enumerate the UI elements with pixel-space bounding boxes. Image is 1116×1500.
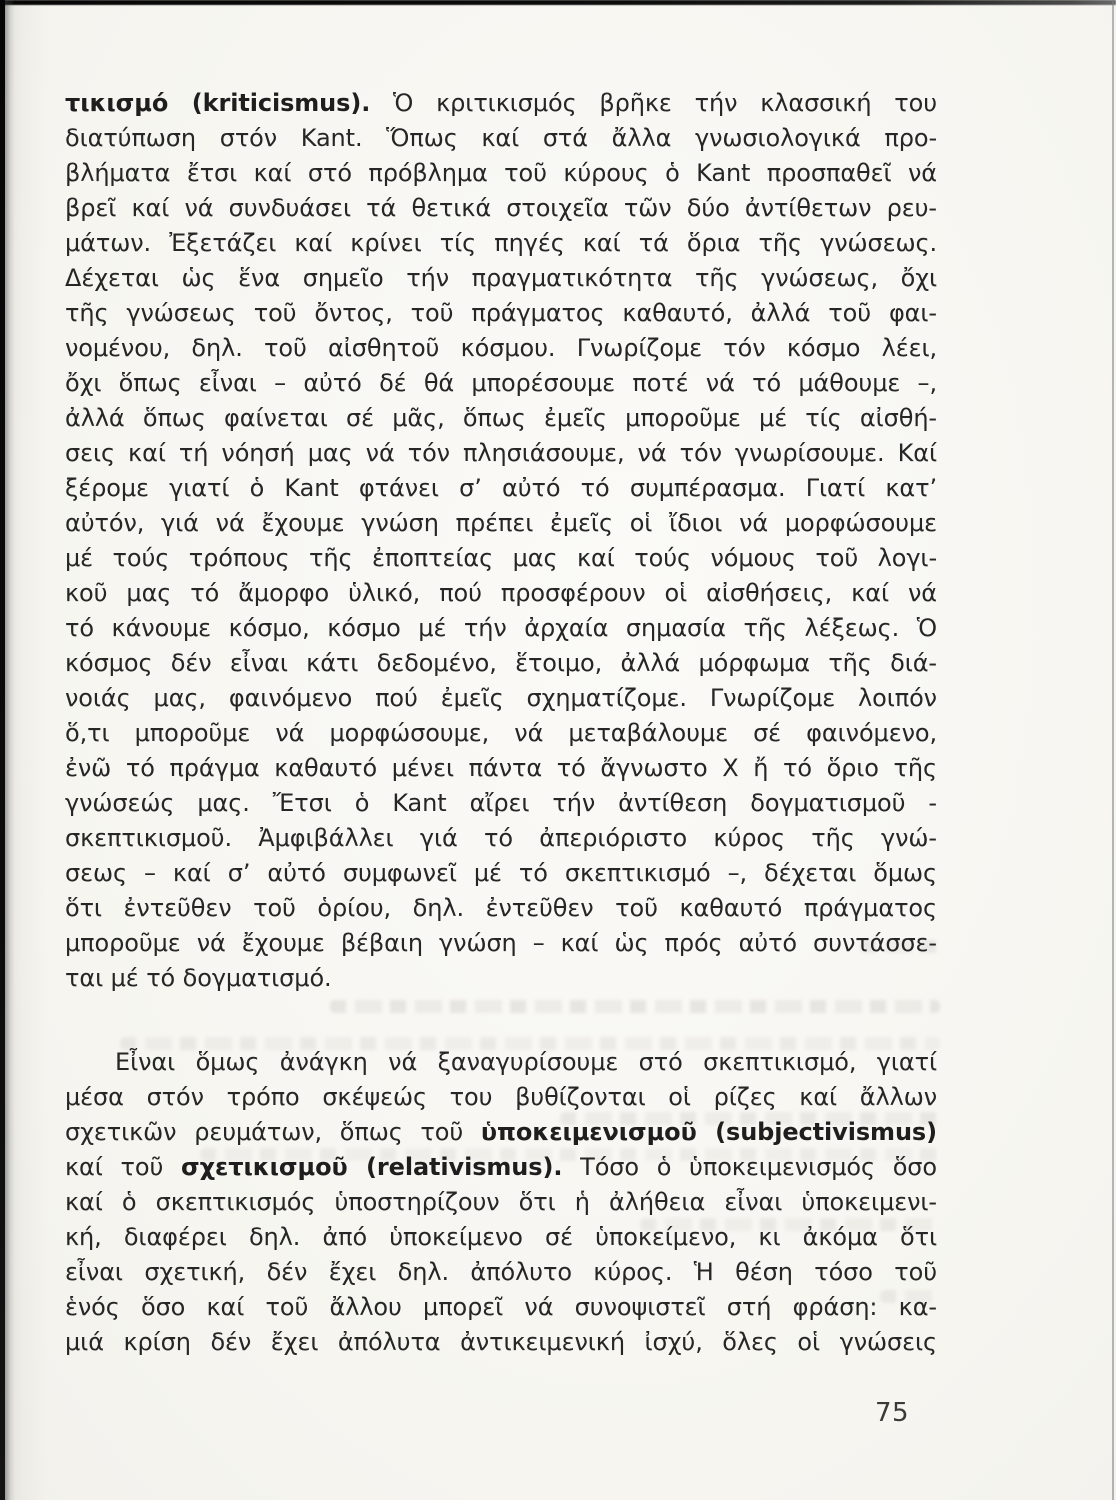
text-segment: σχετικῶν ρευμάτων, ὅπως τοῦ: [65, 1118, 481, 1146]
text-line: [65, 121, 937, 156]
emphasis-text: ὑποκειμενισμοῦ (subjectivismus): [480, 1118, 937, 1146]
text-line: [65, 716, 937, 751]
text-segment: ται μέ τό δογματισμό.: [65, 964, 332, 992]
text-line: [65, 576, 937, 611]
body-text: [65, 86, 937, 1360]
text-line: [65, 226, 937, 261]
text-line: [65, 856, 937, 891]
text-segment: σεις καί τή νόησή μας νά τόν πλησιάσουμε, νά τόν γνωρίσουμε. Καί: [65, 439, 937, 467]
text-line: [65, 296, 937, 331]
text-line: [65, 646, 937, 681]
text-line: [65, 1045, 937, 1080]
text-line: [65, 961, 937, 996]
text-segment: Ὁ κριτικισμός βρῆκε τήν κλασσική του: [370, 89, 937, 117]
text-segment: ὅτι ἐντεῦθεν τοῦ ὁρίου, δηλ. ἐντεῦθεν τοῦ καθαυτό πράγματος: [65, 894, 937, 922]
scan-edge-right: [1112, 0, 1114, 1500]
page-number: 75: [874, 1398, 910, 1428]
text-line: [65, 1185, 937, 1220]
text-segment: αὐτόν, γιά νά ἔχουμε γνώση πρέπει ἐμεῖς οἱ ἴδιοι νά μορφώσουμε: [65, 509, 937, 537]
text-line: [65, 681, 937, 716]
text-line: [65, 156, 937, 191]
text-segment: κόσμος δέν εἶναι κάτι δεδομένο, ἕτοιμο, ἀλλά μόρφωμα τῆς διά-: [65, 649, 937, 677]
text-line: [65, 891, 937, 926]
text-segment: Εἶναι ὅμως ἀνάγκη νά ξαναγυρίσουμε στό σκεπτικισμό, γιατί: [115, 1048, 937, 1076]
emphasis-text: τικισμό (kriticismus).: [65, 89, 371, 117]
text-segment: καί τοῦ: [65, 1153, 182, 1181]
text-segment: μποροῦμε νά ἔχουμε βέβαιη γνώση – καί ὡς πρός αὐτό συντάσσε-: [65, 929, 937, 957]
text-line: [65, 1220, 937, 1255]
text-segment: μέσα στόν τρόπο σκέψεώς του βυθίζονται οἱ ρίζες καί ἄλλων: [65, 1083, 937, 1111]
text-segment: καί ὁ σκεπτικισμός ὑποστηρίζουν ὅτι ἡ ἀλήθεια εἶναι ὑποκειμενι-: [65, 1188, 937, 1216]
text-line: [65, 611, 937, 646]
text-line: [65, 1080, 937, 1115]
text-segment: σκεπτικισμοῦ. Ἀμφιβάλλει γιά τό ἀπεριόριστο κύρος τῆς γνώ-: [65, 824, 937, 852]
text-line: [65, 86, 937, 121]
text-line: [65, 436, 937, 471]
text-line: [65, 506, 937, 541]
text-segment: διατύπωση στόν Kant. Ὅπως καί στά ἄλλα γνωσιολογικά προ-: [65, 124, 937, 152]
paragraph: [65, 86, 937, 996]
text-segment: ξέρομε γιατί ὁ Kant φτάνει σ’ αὐτό τό συμπέρασμα. Γιατί κατ’: [65, 474, 937, 502]
text-segment: σεως – καί σ’ αὐτό συμφωνεῖ μέ τό σκεπτικισμό –, δέχεται ὅμως: [65, 859, 937, 887]
text-line: [65, 786, 937, 821]
text-segment: Δέχεται ὡς ἕνα σημεῖο τήν πραγματικότητα τῆς γνώσεως, ὄχι: [65, 264, 937, 292]
text-segment: ὅ,τι μποροῦμε νά μορφώσουμε, νά μεταβάλουμε σέ φαινόμενο,: [65, 719, 937, 747]
text-line: [65, 1115, 937, 1150]
text-segment: ἐνῶ τό πράγμα καθαυτό μένει πάντα τό ἄγνωστο Χ ἤ τό ὅριο τῆς: [65, 754, 937, 782]
emphasis-text: σχετικισμοῦ (relativismus).: [181, 1153, 563, 1181]
text-line: [65, 191, 937, 226]
text-line: [65, 1290, 937, 1325]
text-segment: βλήματα ἔτσι καί στό πρόβλημα τοῦ κύρους ὁ Kant προσπαθεῖ νά: [65, 159, 937, 187]
text-line: [65, 471, 937, 506]
text-segment: νοιάς μας, φαινόμενο πού ἐμεῖς σχηματίζομε. Γνωρίζομε λοιπόν: [65, 684, 937, 712]
text-segment: ἑνός ὅσο καί τοῦ ἄλλου μπορεῖ νά συνοψιστεῖ στή φράση: κα-: [65, 1293, 937, 1321]
text-segment: τῆς γνώσεως τοῦ ὄντος, τοῦ πράγματος καθαυτό, ἀλλά τοῦ φαι-: [65, 299, 937, 327]
text-segment: εἶναι σχετική, δέν ἔχει δηλ. ἀπόλυτο κύρος. Ἡ θέση τόσο τοῦ: [65, 1258, 937, 1286]
text-line: [65, 926, 937, 961]
text-line: [65, 1325, 937, 1360]
text-line: [65, 1255, 937, 1290]
text-line: [65, 821, 937, 856]
text-segment: Τόσο ὁ ὑποκειμενισμός ὅσο: [562, 1153, 937, 1181]
text-segment: γνώσεώς μας. Ἔτσι ὁ Kant αἴρει τήν ἀντίθεση δογματισμοῦ -: [65, 789, 937, 817]
text-segment: μιά κρίση δέν ἔχει ἀπόλυτα ἀντικειμενική ἰσχύ, ὅλες οἱ γνώσεις: [65, 1328, 937, 1356]
text-segment: ἀλλά ὅπως φαίνεται σέ μᾶς, ὅπως ἐμεῖς μποροῦμε μέ τίς αἰσθή-: [65, 404, 937, 432]
text-segment: μάτων. Ἐξετάζει καί κρίνει τίς πηγές καί τά ὅρια τῆς γνώσεως.: [65, 229, 937, 257]
text-segment: μέ τούς τρόπους τῆς ἐποπτείας μας καί τούς νόμους τοῦ λογι-: [65, 544, 937, 572]
text-line: [65, 751, 937, 786]
text-line: [65, 401, 937, 436]
text-segment: κοῦ μας τό ἄμορφο ὑλικό, πού προσφέρουν οἱ αἰσθήσεις, καί νά: [65, 579, 937, 607]
text-segment: βρεῖ καί νά συνδυάσει τά θετικά στοιχεῖα τῶν δύο ἀντίθετων ρευ-: [65, 194, 937, 222]
text-line: [65, 1150, 937, 1185]
scan-edge-top: [0, 0, 1116, 5]
text-line: [65, 261, 937, 296]
text-line: [65, 331, 937, 366]
text-line: [65, 541, 937, 576]
text-line: [65, 366, 937, 401]
text-segment: κή, διαφέρει δηλ. ἀπό ὑποκείμενο σέ ὑποκείμενο, κι ἀκόμα ὅτι: [65, 1223, 937, 1251]
scan-edge-left-shadow: [5, 0, 15, 1500]
paragraph: [65, 1045, 937, 1360]
text-segment: ὄχι ὅπως εἶναι – αὐτό δέ θά μπορέσουμε ποτέ νά τό μάθουμε –,: [65, 369, 937, 397]
text-segment: τό κάνουμε κόσμο, κόσμο μέ τήν ἀρχαία σημασία τῆς λέξεως. Ὁ: [65, 614, 937, 642]
text-segment: νομένου, δηλ. τοῦ αἰσθητοῦ κόσμου. Γνωρίζομε τόν κόσμο λέει,: [65, 334, 937, 362]
